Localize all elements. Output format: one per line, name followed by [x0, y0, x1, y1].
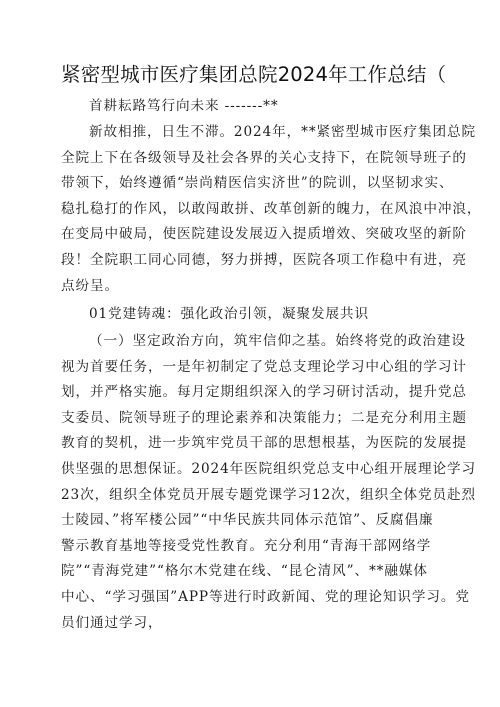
section-heading [61, 302, 445, 328]
paragraph-line: 稳扎稳打的作风，以敢闯敢拼、改革创新的魄力，在风浪中冲浪， [61, 200, 482, 217]
paragraph-line: 划，并严格实施。每月定期组织深入的学习研讨活动，提升党总 [61, 384, 467, 401]
paragraph-line: 士陵园、”将军楼公园”“中华民族共同体示范馆”、反腐倡廉 [61, 512, 434, 529]
paragraph-line: 中心、“学习强国”APP等进行时政新闻、党的理论知识学习。党 [61, 588, 470, 605]
paragraph-line: 带领下，始终遵循“崇尚精医信实济世”的院训，以坚韧求实、 [61, 175, 454, 192]
subtitle-line: 首耕耘路笃行向未来 -------** [89, 98, 279, 114]
paragraph-party-building [61, 329, 477, 636]
paragraph-line: 段！全院职工同心同德，努力拼搏，医院各项工作稳中有进，亮 [61, 251, 467, 268]
paragraph-line: 视为首要任务，一是年初制定了党总支理论学习中心组的学习计 [61, 358, 467, 375]
paragraph-line: 员们通过学习， [61, 614, 163, 631]
paragraph-line: （一）坚定政治方向，筑牢信仰之基。始终将党的政治建设 [89, 333, 466, 349]
paragraph-line: 警示教育基地等接受党性教育。充分利用“青海干部网络学 [61, 537, 432, 554]
paragraph-line: 新故相推，日生不滞。2024年，**紧密型城市医疗集团总院 [89, 124, 476, 140]
section-heading-text: 01党建铸魂：强化政治引领，凝聚发展共识 [89, 306, 369, 322]
paragraph-line: 点纷呈。 [61, 277, 119, 294]
document-subtitle [61, 94, 445, 120]
paragraph-line: 全院上下在各级领导及社会各界的关心支持下，在院领导班子的 [61, 149, 467, 166]
paragraph-line: 支委员、院领导班子的理论素养和决策能力；二是充分利用主题 [61, 409, 467, 426]
paragraph-line: 教育的契机，进一步筑牢党员干部的思想根基，为医院的发展提 [61, 435, 467, 452]
document-title: 紧密型城市医疗集团总院2024年工作总结（ [61, 63, 447, 86]
paragraph-line: 23次，组织全体党员开展专题党课学习12次，组织全体党员赴烈 [61, 486, 477, 503]
paragraph-intro [61, 120, 482, 299]
paragraph-line: 供坚强的思想保证。2024年医院组织党总支中心组开展理论学习 [61, 460, 477, 477]
paragraph-line: 在变局中破局，使医院建设发展迈入提质增效、突破攻坚的新阶 [61, 226, 467, 243]
paragraph-line: 院”“青海党建”“格尔木党建在线、“昆仑清风”、**融媒体 [61, 563, 428, 580]
